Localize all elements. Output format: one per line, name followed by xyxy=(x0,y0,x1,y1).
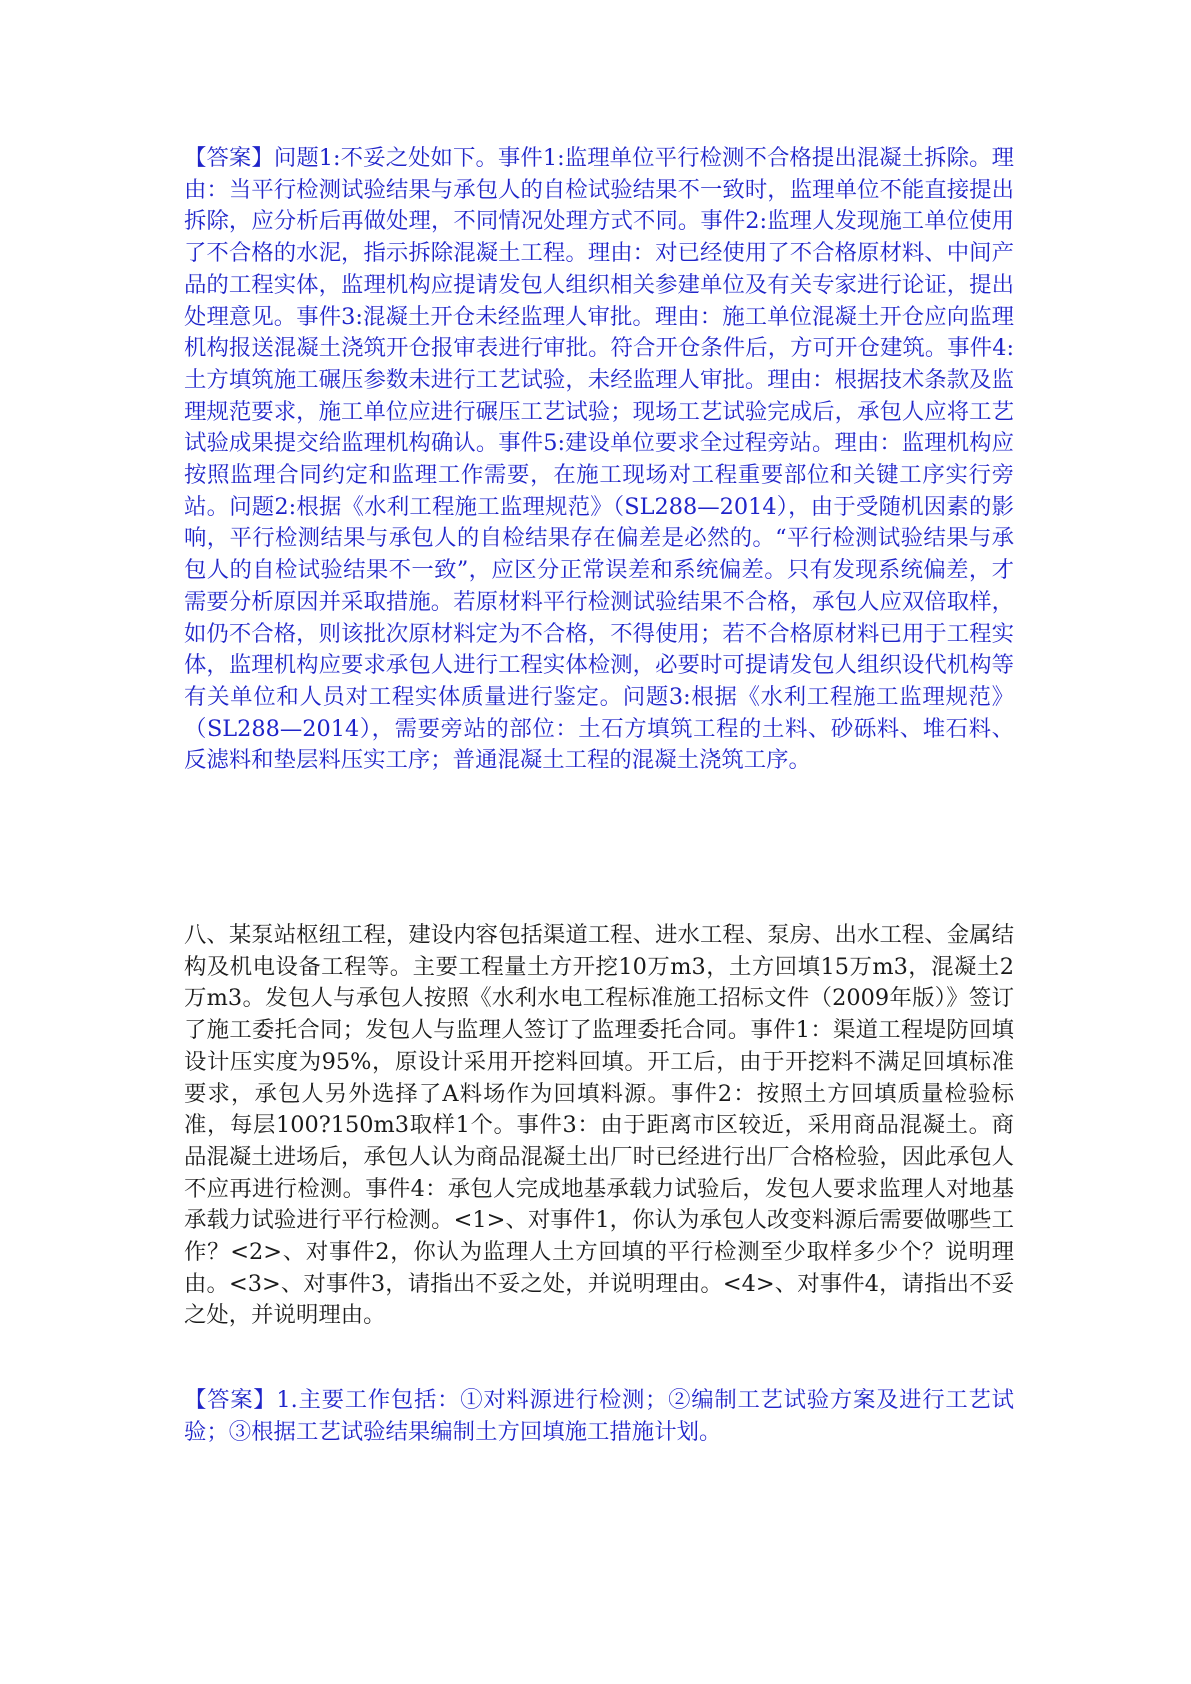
question-block-8: 八、某泵站枢纽工程，建设内容包括渠道工程、进水工程、泵房、出水工程、金属结构及机电设备工程等。主要工程量土方开挖10万m3，土方回填15万m3，混凝土2万m3。发包人与承包人按照《水利水电工程标准施工招标文件（2009年版）》签订了施工委托合同；发包人与监理人签订了监理委托合同。事件1：渠道工程堤防回填设计压实度为95%，原设计采用开挖料回填。开工后，由于开挖料不满足回填标准要求，承包人另外选择了A料场作为回填料源。事件2：按照土方回填质量检验标准，每层100?150m3取样1个。事件3：由于距离市区较近，采用商品混凝土。商品混凝土进场后，承包人认为商品混凝土出厂时已经进行出厂合格检验，因此承包人不应再进行检测。事件4：承包人完成地基承载力试验后，发包人要求监理人对地基承载力试验进行平行检测。<1>、对事件1，你认为承包人改变料源后需要做哪些工作？<2>、对事件2，你认为监理人土方回填的平行检测至少取样多少个？说明理由。<3>、对事件3，请指出不妥之处，并说明理由。<4>、对事件4，请指出不妥之处，并说明理由。 xyxy=(184,922,1014,1329)
answer-block-question-8: 【答案】1.主要工作包括：①对料源进行检测；②编制工艺试验方案及进行工艺试验；③根据工艺试验结果编制土方回填施工措施计划。 xyxy=(184,1387,1014,1445)
answer-block-question-7: 【答案】问题1:不妥之处如下。事件1:监理单位平行检测不合格提出混凝土拆除。理由：当平行检测试验结果与承包人的自检试验结果不一致时，监理单位不能直接提出拆除，应分析后再做处理，不同情况处理方式不同。事件2:监理人发现施工单位使用了不合格的水泥，指示拆除混凝土工程。理由：对已经使用了不合格原材料、中间产品的工程实体，监理机构应提请发包人组织相关参建单位及有关专家进行论证，提出处理意见。事件3:混凝土开仓未经监理人审批。理由：施工单位混凝土开仓应向监理机构报送混凝土浇筑开仓报审表进行审批。符合开仓条件后，方可开仓建筑。事件4:土方填筑施工碾压参数未进行工艺试验，未经监理人审批。理由：根据技术条款及监理规范要求，施工单位应进行碾压工艺试验；现场工艺试验完成后，承包人应将工艺试验成果提交给监理机构确认。事件5:建设单位要求全过程旁站。理由：监理机构应按照监理合同约定和监理工作需要，在施工现场对工程重要部位和关键工序实行旁站。问题2:根据《水利工程施工监理规范》（SL288—2014），由于受随机因素的影响，平行检测结果与承包人的自检结果存在偏差是必然的。“平行检测试验结果与承包人的自检试验结果不一致”，应区分正常误差和系统偏差。只有发现系统偏差，才需要分析原因并采取措施。若原材料平行检测试验结果不合格，承包人应双倍取样，如仍不合格，则该批次原材料定为不合格，不得使用；若不合格原材料已用于工程实体，监理机构应要求承包人进行工程实体检测，必要时可提请发包人组织设代机构等有关单位和人员对工程实体质量进行鉴定。问题3:根据《水利工程施工监理规范》（SL288—2014），需要旁站的部位：土石方填筑工程的土料、砂砾料、堆石料、反滤料和垫层料压实工序；普通混凝土工程的混凝土浇筑工序。 xyxy=(184,145,1014,774)
